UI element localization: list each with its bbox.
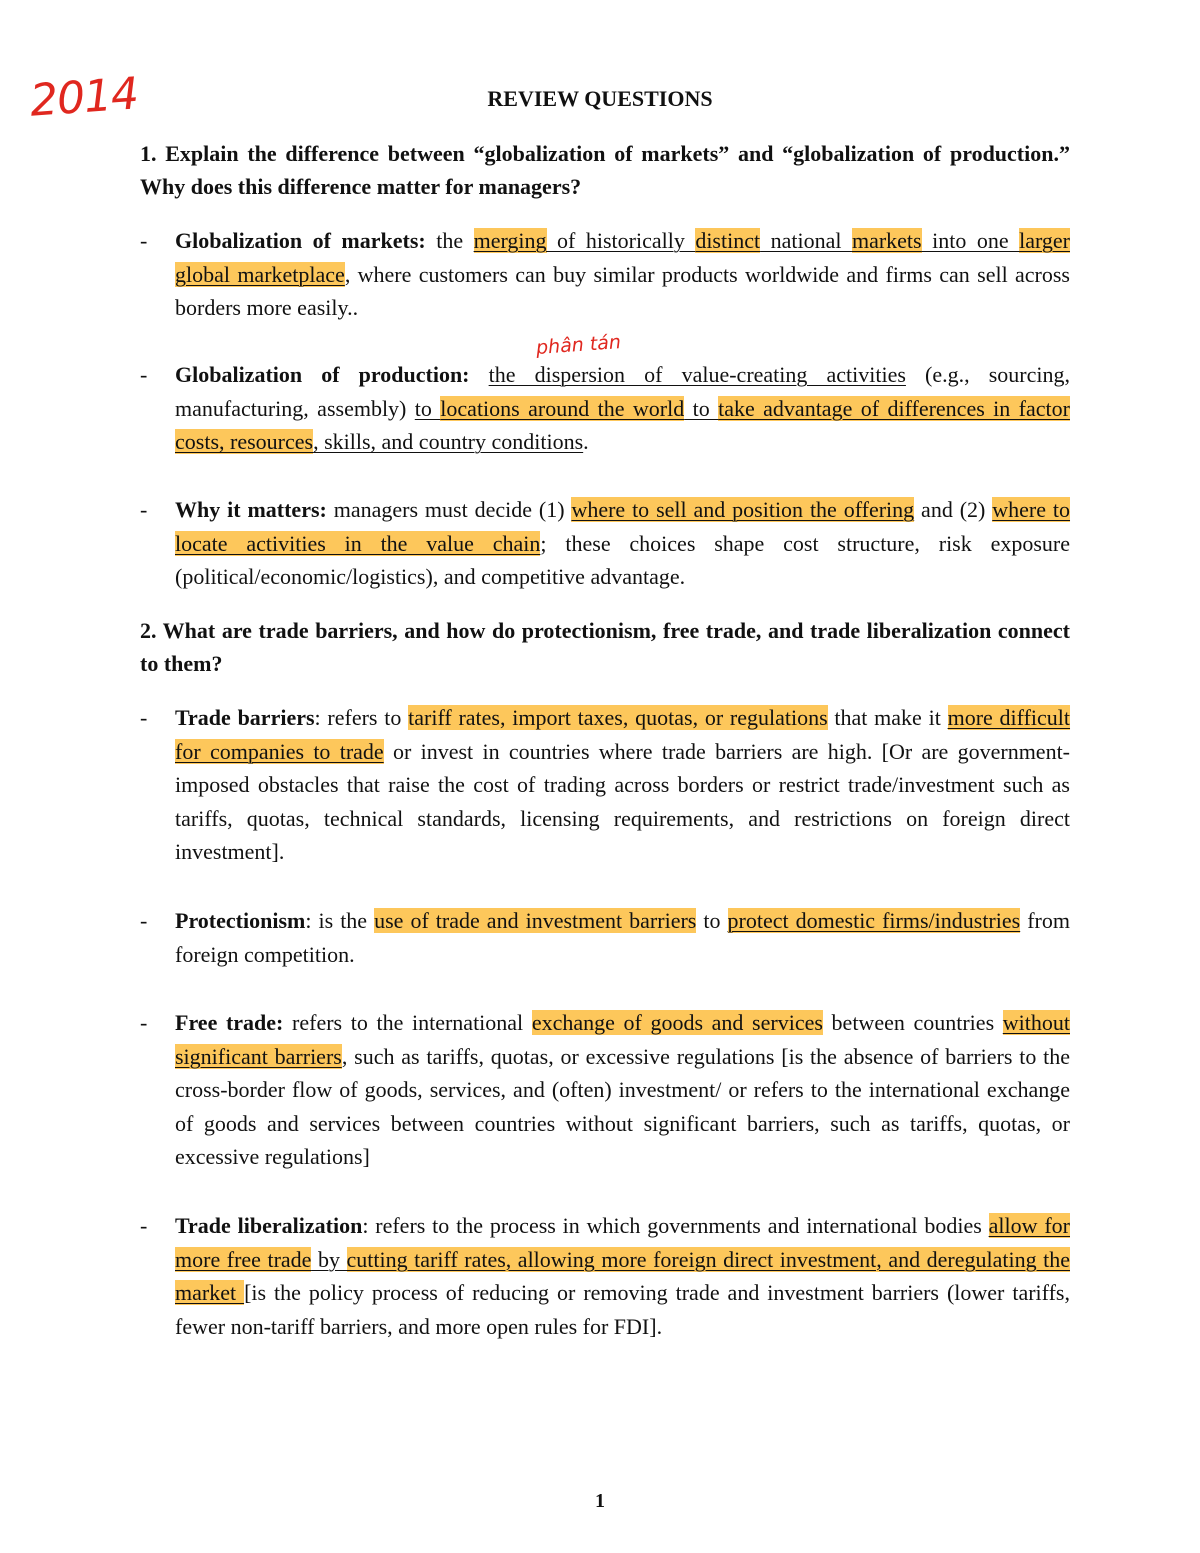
highlight: larger global marketplace <box>175 228 1070 287</box>
highlight: markets <box>851 228 922 253</box>
term-label: Globalization of markets: <box>175 228 426 253</box>
text: . <box>583 429 589 454</box>
text: , where customers can buy similar products worldwide and firms can sell across borders more easily.. <box>175 261 1070 320</box>
text: national <box>760 228 852 253</box>
bullet-dash: - <box>140 1010 148 1035</box>
list-item-globalization-of-production <box>140 358 1070 459</box>
list-item-free-trade <box>140 1006 1070 1174</box>
bullet-dash: - <box>140 705 148 730</box>
term-label: Free trade: <box>175 1010 284 1035</box>
term-label: Globalization of production: <box>175 362 470 387</box>
text: [is the policy process of reducing or removing trade and investment barriers (lower tariffs, fewer non-tariff barriers, and more open rules for FDI]. <box>175 1280 1070 1339</box>
highlight: locations around the world <box>440 395 685 421</box>
text: (e.g., sourcing, manufacturing, assembly) <box>175 362 1071 421</box>
highlight: without significant barriers <box>175 1010 1070 1069</box>
highlight: merging <box>473 228 547 253</box>
page-title: REVIEW QUESTIONS <box>487 86 713 111</box>
text: , such as tariffs, quotas, or excessive regulations [is the absence of barriers to the cross-border flow of goods, services, and (often) investment/ or refers to the international exchange of goods and services between countries without significant barriers, such as tariffs, quotas, or excessive regulations] <box>175 1043 1070 1169</box>
bullet-dash: - <box>140 908 148 933</box>
underlined-text: the dispersion of value-creating activities <box>488 362 906 387</box>
text: of historically <box>546 228 696 253</box>
text: : refers to <box>314 705 409 730</box>
list-item-globalization-of-markets <box>140 224 1070 325</box>
list-item-trade-barriers <box>140 701 1070 869</box>
text: : refers to the process in which governments and international bodies <box>362 1213 989 1238</box>
bullet-dash: - <box>140 228 148 253</box>
highlight: protect domestic firms/industries <box>727 908 1021 933</box>
term-label: Trade liberalization <box>175 1213 363 1238</box>
bullet-dash: - <box>140 1213 148 1238</box>
handwritten-note-annotation: phân tán <box>535 331 622 359</box>
highlight: where to locate activities in the value chain <box>175 497 1071 556</box>
term-label: Why it matters: <box>175 497 327 522</box>
text: to <box>696 908 728 933</box>
list-item-protectionism <box>140 904 1070 971</box>
underlined-text: by <box>311 1246 347 1272</box>
bullet-dash: - <box>140 362 148 387</box>
underlined-text: to <box>414 395 441 421</box>
highlight: distinct <box>695 228 761 253</box>
text: into one <box>921 228 1020 253</box>
text: refers to the international <box>283 1010 532 1035</box>
bullet-dash: - <box>140 497 148 522</box>
text: and (2) <box>914 497 993 522</box>
term-label: Trade barriers <box>175 705 315 730</box>
text: from foreign competition. <box>175 908 1070 967</box>
highlight: allow for more free trade <box>175 1213 1070 1272</box>
text: that make it <box>827 705 948 730</box>
list-item-trade-liberalization <box>140 1209 1070 1343</box>
text: the <box>425 228 474 253</box>
text: managers must decide (1) <box>326 497 572 522</box>
text: : is the <box>305 908 375 933</box>
term-label: Protectionism <box>175 908 306 933</box>
question-1-heading: 1. Explain the difference between “globalization of markets” and “globalization of production.” Why does this difference matter for managers? <box>140 141 1070 199</box>
highlight: cutting tariff rates, allowing more foreign direct investment, and deregulating the market <box>175 1246 1070 1305</box>
highlight: take advantage of differences in factor costs, resources <box>175 395 1070 454</box>
highlight: where to sell and position the offering <box>571 497 915 522</box>
underlined-text: , skills, and country conditions <box>313 429 584 454</box>
highlight: exchange of goods and services <box>531 1010 823 1035</box>
handwritten-year-annotation: 2014 <box>28 68 140 127</box>
question-2-heading: 2. What are trade barriers, and how do protectionism, free trade, and trade liberalization connect to them? <box>140 618 1070 676</box>
text: ; these choices shape cost structure, risk exposure (political/economic/logistics), and competitive advantage. <box>175 530 1070 589</box>
text <box>470 362 489 387</box>
highlight: more difficult for companies to trade <box>175 705 1071 764</box>
text: or invest in countries where trade barriers are high. [Or are government-imposed obstacles that raise the cost of trading across borders or restrict trade/investment such as tariffs, quotas, technical standards, licensing requirements, and restrictions on foreign direct investment]. <box>175 738 1071 864</box>
underlined-text: to <box>684 395 719 421</box>
highlight: tariff rates, import taxes, quotas, or regulations <box>408 705 828 730</box>
list-item-why-it-matters <box>140 493 1070 594</box>
highlight: use of trade and investment barriers <box>374 908 697 933</box>
page-number: 1 <box>595 1490 605 1512</box>
text: between countries <box>822 1010 1003 1035</box>
